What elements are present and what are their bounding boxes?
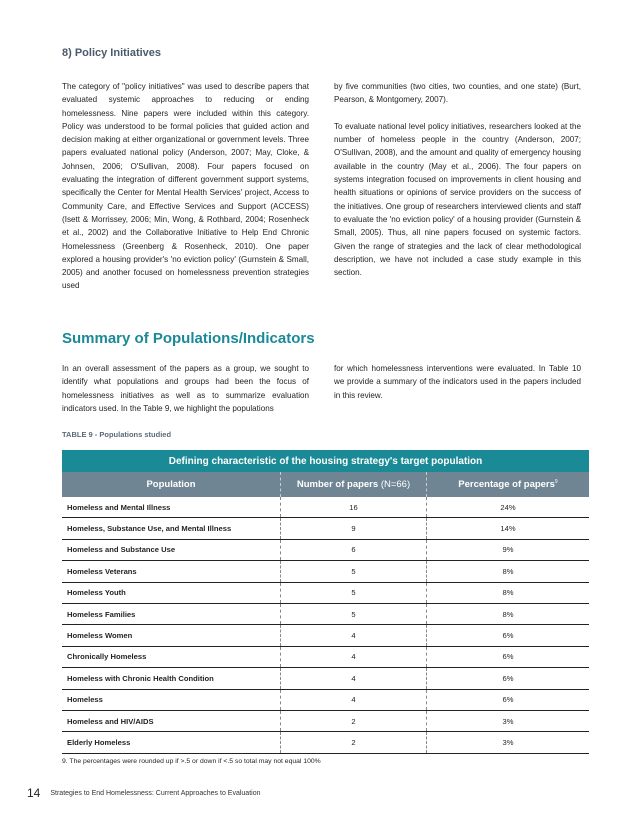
cell-percentage: 6% [427,689,590,710]
table-row [62,561,589,582]
cell-population: Homeless Women [62,625,281,646]
header-number-label: Number of papers [296,479,379,490]
cell-count: 4 [281,689,427,710]
cell-population: Homeless Youth [62,582,281,603]
table-row [62,603,589,624]
table-title: Defining characteristic of the housing strategy's target population [62,450,589,472]
cell-population: Homeless Families [62,603,281,624]
running-title: Strategies to End Homelessness: Current Approaches to Evaluation [50,790,261,797]
cell-percentage: 9% [427,539,590,560]
page-footer [27,786,260,800]
table-row [62,518,589,539]
cell-percentage: 14% [427,518,590,539]
cell-population: Homeless, Substance Use, and Mental Illness [62,518,281,539]
cell-count: 4 [281,668,427,689]
cell-count: 4 [281,646,427,667]
cell-population: Elderly Homeless [62,732,281,753]
cell-count: 5 [281,561,427,582]
cell-count: 2 [281,710,427,731]
cell-population: Homeless Veterans [62,561,281,582]
summary-heading: Summary of Populations/Indicators [62,330,315,347]
footnote-ref: 9 [554,478,558,485]
cell-population: Homeless with Chronic Health Condition [62,668,281,689]
paragraph: To evaluate national level policy initiatives, researchers looked at the number of homeless people in the country (Anderson, 2007; O'Sullivan, 2008), and the amount and quality of emergency housing available in the country (May et al., 2006). The four papers on systems integration focused on improvements in client housing and health situations or opinions of service providers on the success of the initiatives. One group of researchers interviewed clients and staff to evaluate the 'no eviction policy' of a housing provider (Gurnstein & Small, 2005). Thus, all nine papers focused on systemic factors. Given the range of strategies and the lack of clear methodological description, we have not included a case study example in this section. [334,121,581,278]
cell-population: Homeless and HIV/AIDS [62,710,281,731]
cell-percentage: 6% [427,668,590,689]
cell-percentage: 24% [427,497,590,518]
table-row [62,497,589,518]
table-row [62,732,589,753]
header-percentage-label: Percentage of papers [458,479,555,491]
table-row [62,582,589,603]
footnote: 9. The percentages were rounded up if >.5 or down if <.5 so total may not equal 100% [62,758,321,765]
summary-left: In an overall assessment of the papers as a group, we sought to identify what populations and groups had been the focus of homelessness initiatives as well as to summarize evaluation indicators used. In the Table 9, we highlight the populations [62,364,309,413]
table-row [62,646,589,667]
table-row [62,668,589,689]
section-heading: 8) Policy Initiatives [62,47,162,59]
right-column [334,80,581,293]
cell-count: 2 [281,732,427,753]
cell-percentage: 6% [427,625,590,646]
populations-table [62,450,589,754]
cell-percentage: 3% [427,710,590,731]
cell-count: 4 [281,625,427,646]
paragraph: The category of "policy initiatives" was used to describe papers that evaluated systemic approaches to reducing or ending homelessness. Nine papers were included within this category. Policy was understood to be formal policies that guided action and decision making at either organizational or government levels. Three papers evaluated national policy (Anderson, 2007; May, Cloke, & Johnsen, 2006; O'Sullivan, 2008). Four papers focused on evaluating the integration of different government support systems, specifically the Center for Mental Health Services' project, Access to Community Care, and Effective Services and Support (ACCESS) (Isett & Morrissey, 2006; Min, Wong, & Rothbard, 2004; Rosenheck et al., 2002) and the Collaborative Initiative to Help End Chronic Homelessness (Greenberg & Rosenheck, 2010). One paper explored a housing provider's 'no eviction policy' (Gurnstein & Small, 2005) and another focused on homelessness prevention strategies used [62,82,309,291]
cell-count: 16 [281,497,427,518]
cell-population: Chronically Homeless [62,646,281,667]
cell-count: 9 [281,518,427,539]
cell-percentage: 8% [427,561,590,582]
summary-right: for which homelessness interventions were evaluated. In Table 10 we provide a summary of the indicators used in the papers included in this review. [334,364,581,400]
table-row [62,710,589,731]
header-percentage [427,472,590,497]
paragraph: by five communities (two cities, two counties, and one state) (Burt, Pearson, & Montgomery, 2007). [334,82,581,105]
cell-count: 6 [281,539,427,560]
cell-count: 5 [281,582,427,603]
cell-population: Homeless and Mental Illness [62,497,281,518]
table-row [62,689,589,710]
header-population: Population [62,472,281,497]
page-number: 14 [27,786,41,800]
cell-percentage: 8% [427,582,590,603]
left-column [62,80,309,306]
table-caption: TABLE 9 - Populations studied [62,430,172,439]
table-row [62,539,589,560]
header-number-note: (N=66) [380,479,411,490]
table-row [62,625,589,646]
cell-population: Homeless and Substance Use [62,539,281,560]
cell-count: 5 [281,603,427,624]
header-number [281,472,427,497]
cell-percentage: 8% [427,603,590,624]
cell-population: Homeless [62,689,281,710]
cell-percentage: 6% [427,646,590,667]
cell-percentage: 3% [427,732,590,753]
